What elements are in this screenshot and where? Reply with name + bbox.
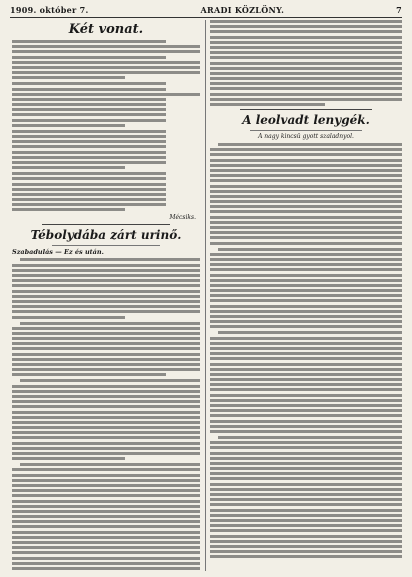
article-title-right: A leolvadt lenygék.: [242, 113, 370, 127]
header-rule: [10, 17, 402, 18]
poem-stanza-1: [12, 82, 200, 127]
left-column: [12, 20, 200, 571]
newspaper-title: ARADI KÖZLÖNY.: [200, 5, 285, 15]
article-subtitle-right: A nagy kincsü gyott szaladnyol.: [258, 133, 354, 140]
section-rule-right: [240, 109, 372, 110]
article-body-left-2: [12, 322, 200, 377]
page-number: 7: [396, 5, 402, 15]
article-body-right-2: [210, 248, 402, 329]
article-body-right-top: [210, 20, 402, 106]
poem-stanza-3: [12, 172, 200, 211]
title-rule: [52, 245, 160, 246]
poem-title: Két vonat.: [68, 22, 144, 37]
title-rule-right: [250, 130, 362, 131]
article-body-right-1: [210, 143, 402, 245]
right-column: [210, 20, 402, 571]
page-header: [10, 4, 402, 16]
article-body-left-1: [12, 258, 200, 318]
poem-signature: Mécsiks.: [169, 214, 196, 222]
column-divider: [205, 20, 206, 571]
poem-intro: [12, 40, 200, 79]
article-body-right-3: [210, 331, 402, 433]
article-section-left: Szabadulás — Ez és után.: [12, 248, 104, 257]
article-body-right-4: [210, 436, 402, 558]
poem-stanza-2: [12, 130, 200, 169]
section-rule: [42, 224, 170, 225]
article-body-left-3: [12, 379, 200, 460]
page-date: 1909. október 7.: [10, 5, 89, 15]
article-body-left-4: [12, 463, 200, 571]
article-title-left: Tébolydába zárt urinő.: [30, 228, 182, 243]
